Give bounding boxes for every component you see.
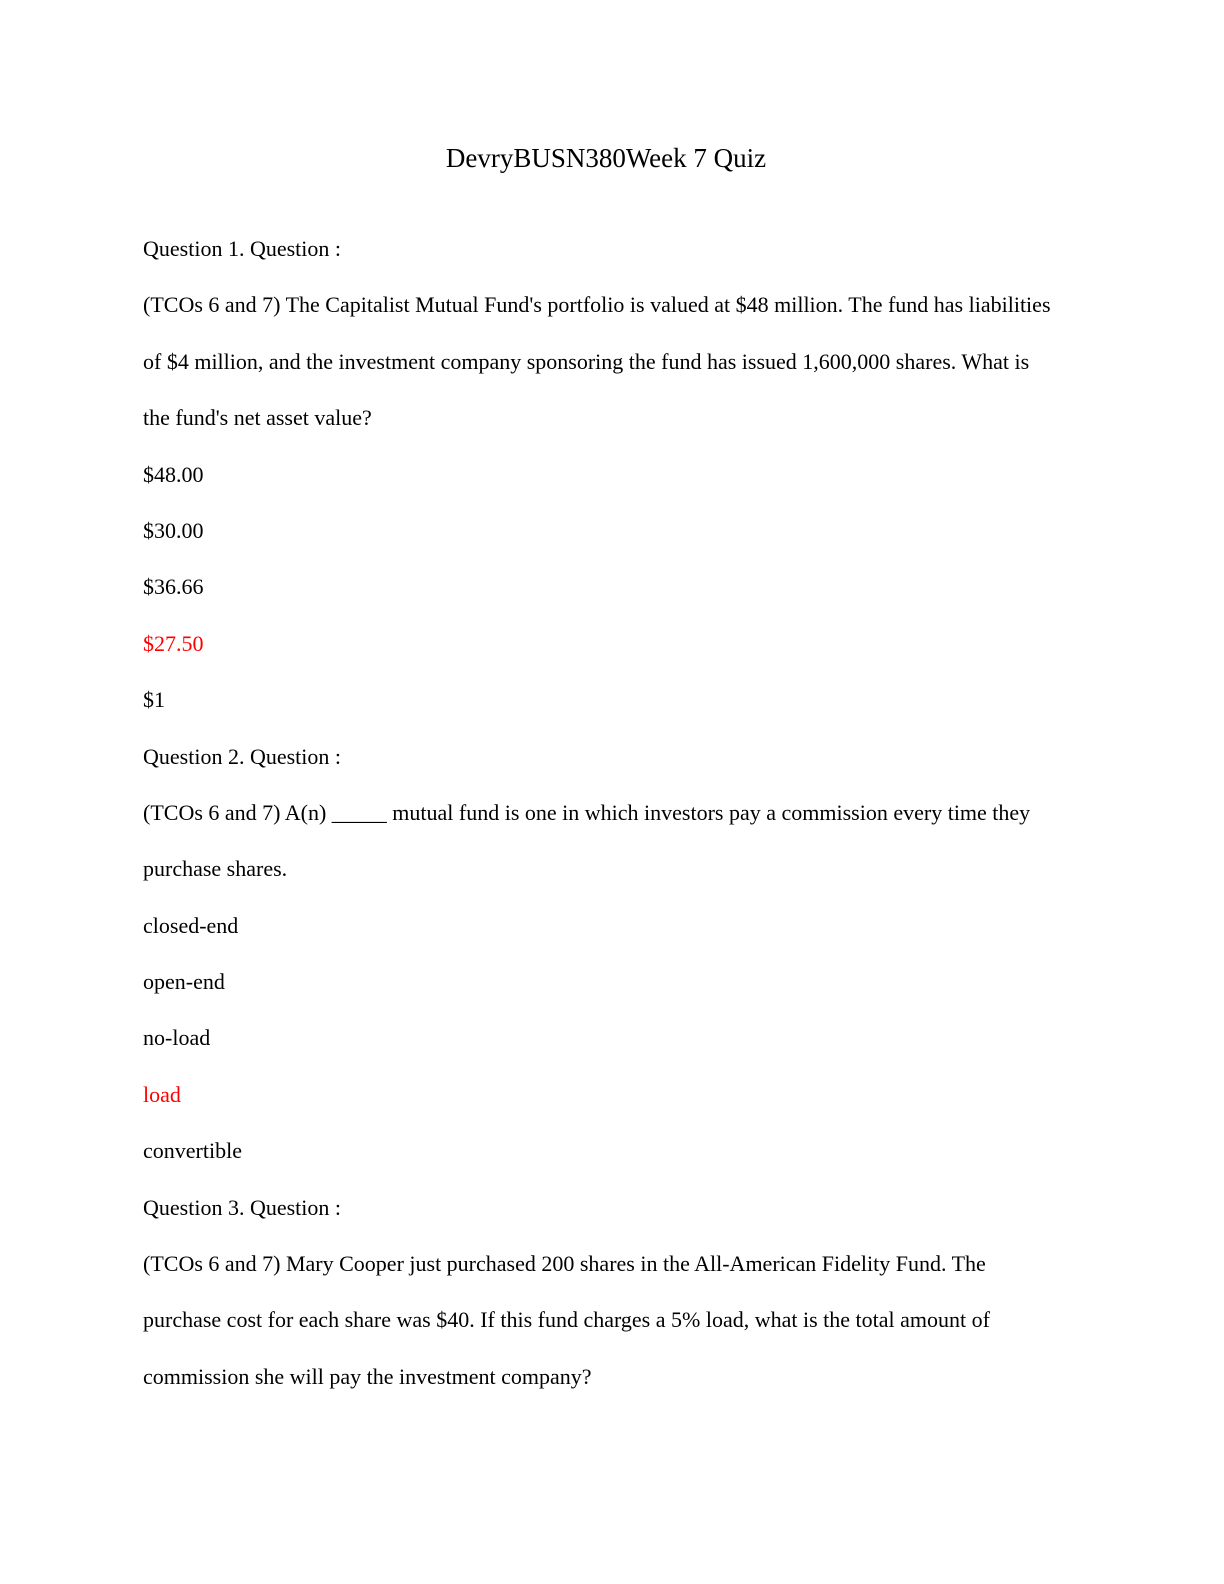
question-2-option: no-load [143,1025,211,1051]
question-2-prompt-line: (TCOs 6 and 7) A(n) _____ mutual fund is one in which investors pay a commission every time they [143,799,1031,825]
question-2-correct-option: load [143,1081,181,1107]
question-1-option: $36.66 [143,574,204,600]
question-3-prompt-line: (TCOs 6 and 7) Mary Cooper just purchased 200 shares in the All-American Fidelity Fund. The [143,1251,986,1277]
question-1-option: $48.00 [143,461,204,487]
question-1-prompt-line: (TCOs 6 and 7) The Capitalist Mutual Fund's portfolio is valued at $48 million. The fund has liabilities [143,292,1051,318]
question-2-header: Question 2. Question : [143,743,341,769]
question-1-correct-option: $27.50 [143,630,204,656]
question-1-header: Question 1. Question : [143,236,341,261]
question-2-prompt-line: purchase shares. [143,856,288,882]
question-1-option: $1 [143,687,165,713]
question-1-prompt-line: the fund's net asset value? [143,405,372,431]
question-2-option: convertible [143,1138,242,1164]
question-1-option: $30.00 [143,517,204,543]
question-3-prompt-line: commission she will pay the investment company? [143,1363,592,1389]
question-3-prompt-line: purchase cost for each share was $40. If this fund charges a 5% load, what is the total amount of [143,1307,990,1333]
question-2-option: closed-end [143,912,239,938]
quiz-content [143,221,1063,1405]
question-3-header: Question 3. Question : [143,1194,341,1220]
question-1-prompt-line: of $4 million, and the investment company sponsoring the fund has issued 1,600,000 shares. What is [143,348,1030,374]
question-2-option: open-end [143,969,225,995]
document-title: DevryBUSN380Week 7 Quiz [445,143,767,173]
